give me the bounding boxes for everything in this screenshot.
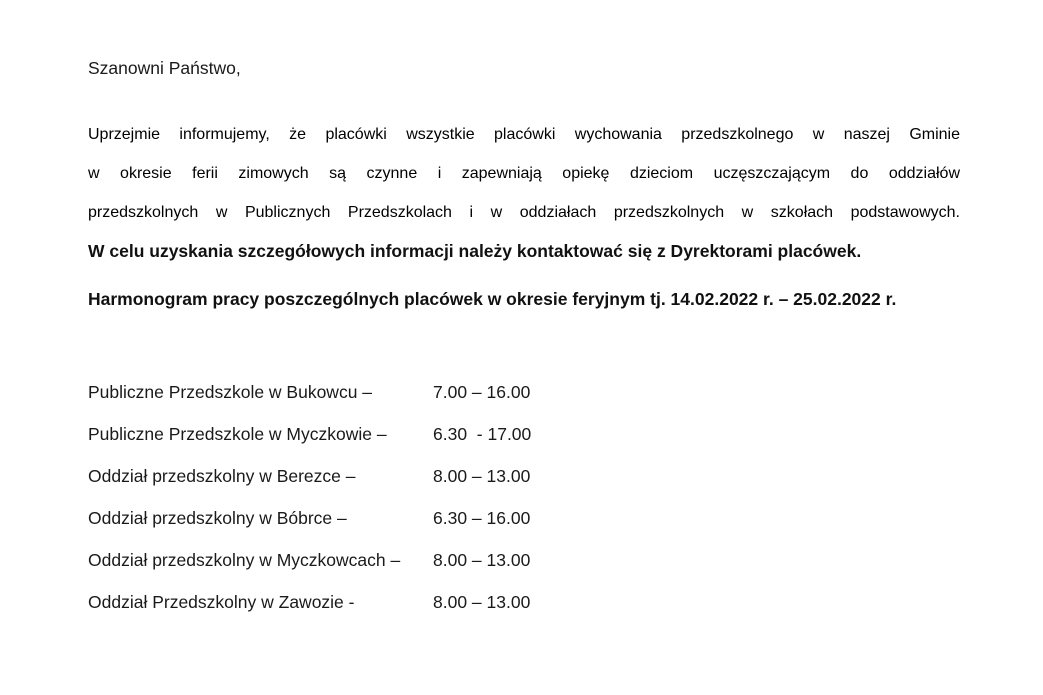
- facility-name: Publiczne Przedszkole w Myczkowie –: [88, 423, 387, 444]
- facility-hours: 8.00 – 13.00: [433, 465, 531, 486]
- facility-name: Oddział przedszkolny w Myczkowcach –: [88, 549, 401, 570]
- facility-name: Oddział przedszkolny w Bóbrce –: [88, 507, 347, 528]
- intro-text-line-2: w okresie ferii zimowych są czynne i zapewniają opiekę dzieciom uczęszczającym do oddziałów: [88, 164, 960, 182]
- facility-hours: 7.00 – 16.00: [433, 381, 531, 402]
- intro-text-line-1: Uprzejmie informujemy, że placówki wszystkie placówki wychowania przedszkolnego w naszej Gminie: [88, 125, 960, 143]
- intro-text-line-3: przedszkolnych w Publicznych Przedszkolach i w oddziałach przedszkolnych w szkołach podstawowych.: [88, 203, 960, 221]
- list-item: [88, 382, 960, 424]
- intro-paragraph-line-2: [88, 154, 960, 193]
- document-body: [88, 60, 960, 634]
- facility-name: Oddział przedszkolny w Berezce –: [88, 465, 356, 486]
- list-item: [88, 592, 960, 634]
- greeting-line: Szanowni Państwo,: [88, 58, 241, 78]
- facility-hours: 6.30 - 17.00: [433, 423, 532, 444]
- list-item: [88, 424, 960, 466]
- intro-paragraph: [88, 115, 960, 232]
- facility-hours: 6.30 – 16.00: [433, 507, 531, 528]
- list-item: [88, 466, 960, 508]
- facility-name: Oddział Przedszkolny w Zawozie -: [88, 591, 355, 612]
- list-item: [88, 508, 960, 550]
- facility-hours: 8.00 – 13.00: [433, 591, 531, 612]
- list-item: [88, 550, 960, 592]
- facility-hours: 8.00 – 13.00: [433, 549, 531, 570]
- schedule-list: [88, 382, 960, 634]
- contact-note: W celu uzyskania szczegółowych informacji należy kontaktować się z Dyrektorami placówek.: [88, 240, 862, 261]
- schedule-heading: Harmonogram pracy poszczególnych placówek w okresie feryjnym tj. 14.02.2022 r. – 25.02.2022 r.: [88, 288, 897, 309]
- intro-paragraph-line-1: [88, 115, 960, 154]
- intro-paragraph-line-3: [88, 193, 960, 232]
- facility-name: Publiczne Przedszkole w Bukowcu –: [88, 381, 373, 402]
